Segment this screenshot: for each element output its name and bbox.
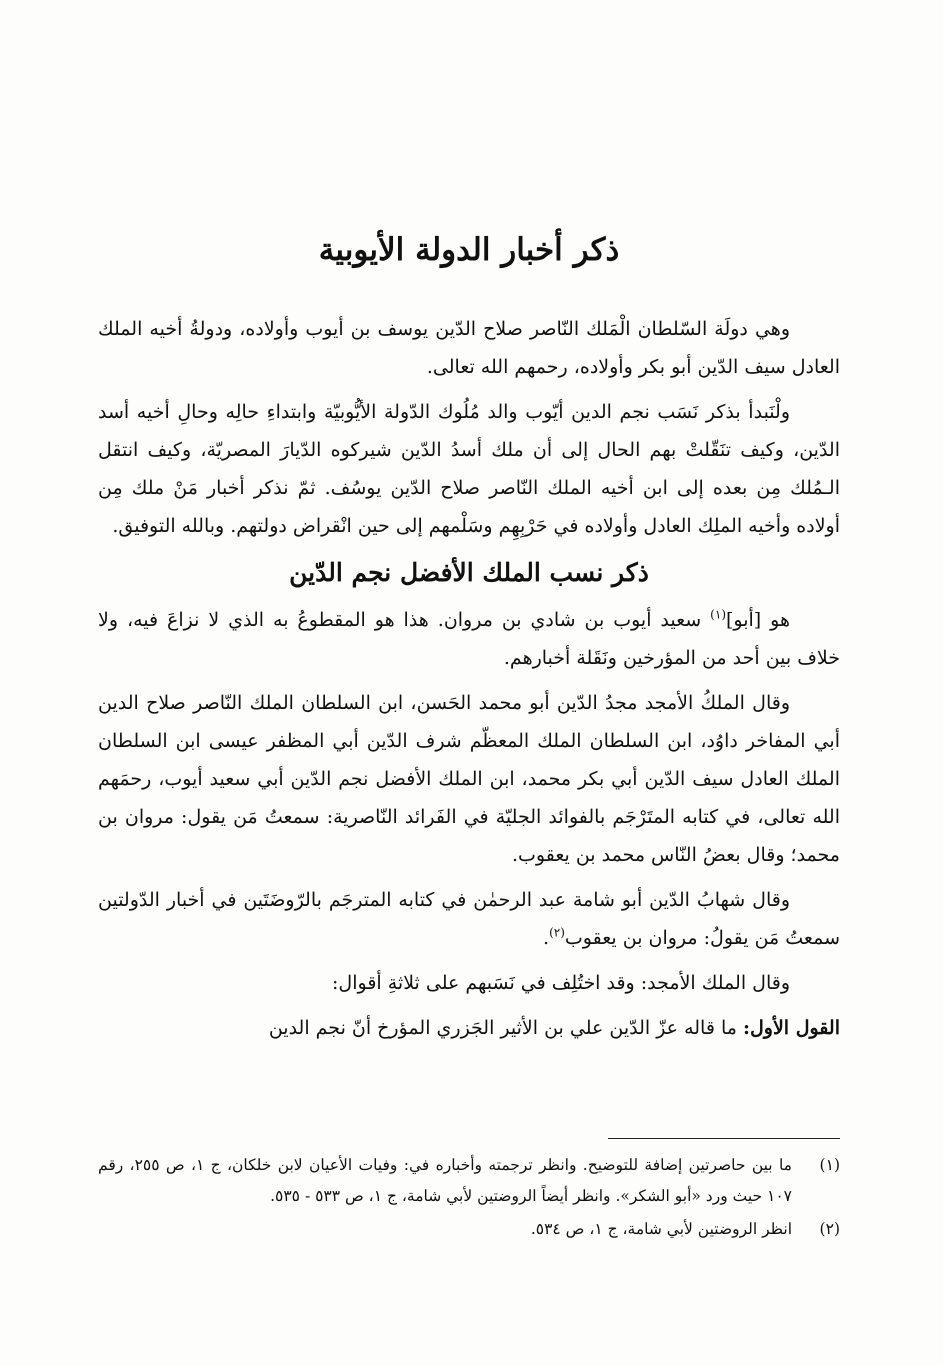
main-text: [98, 228, 840, 1054]
footnote-text: انظر الروضتين لأبي شامة، ج ١، ص ٥٣٤.: [530, 1220, 792, 1238]
three-opinions-paragraph: وقال الملك الأمجد: وقد اختُلِف في نَسَبهم على ثلاثةِ أقوال:: [332, 972, 790, 994]
footnotes: [98, 1150, 840, 1247]
section-title: ذكر نسب الملك الأفضل نجم الدّين: [289, 558, 649, 587]
footnote-number: (٢): [819, 1220, 840, 1238]
footnote-ref-2[interactable]: (٢): [549, 925, 565, 940]
footnote-1: [98, 1150, 840, 1212]
footnote-divider: [608, 1138, 840, 1139]
amjad-paragraph: وقال الملكُ الأمجد مجدُ الدّين أبو محمد الحَسن، ابن السلطان الملك النّاصر صلاح الدين أبي المفاخر داوُد، ابن السلطان الملك المعظّم شرف الدّين أبي المظفر عيسى ابن السلطان الملك العادل سيف الدّين أبي بكر محمد، ابن الملك الأفضل نجم الدّين أبي سعيد أيوب، رحمَهم الله تعالى، في كتابه المتَرْجَم بالفوائد الجليّة في الفَرائد النّاصرية: سمعتُ مَن يقول: مروان بن محمد؛ وقال بعضُ النّاس محمد بن يعقوب.: [98, 692, 840, 866]
footnote-text: ما بين حاصرتين إضافة للتوضيح. وانظر ترجمته وأخباره في: وفيات الأعيان لابن خلكان، ج ١، ص ٢٥٥، رقم ١٠٧ حيث ورد «أبو الشكر». وانظر أيضاً الروضتين لأبي شامة، ج ١، ص ٥٣٣ - ٥٣٥.: [98, 1156, 792, 1205]
page-title: ذكر أخبار الدولة الأيوبية: [318, 232, 620, 268]
lineage-paragraph: هو [أبو]$^{(١)}$ سعيد أيوب بن شادي بن مروان. هذا هو المقطوعُ به الذي لا نزاعَ فيه، ولا خلاف بين أحد من المؤرخين ونَقَلة أخبارهم.: [98, 607, 840, 669]
first-opinion-paragraph: القول الأول: ما قاله عزّ الدّين علي بن الأثير الجَزري المؤرخ أنّ نجم الدين: [268, 1017, 840, 1039]
intro-paragraph-1: وهي دولَة السّلطان الْمَلك النّاصر صلاح الدّين يوسف بن أيوب وأولاده، ودولةُ أخيه الملك العادل سيف الدّين أبو بكر وأولاده، رحمهم الله تعالى.: [98, 318, 840, 378]
first-opinion-label: القول الأول:: [742, 1017, 840, 1039]
footnote-ref-1[interactable]: (١): [710, 607, 726, 622]
intro-paragraph-2: ولْنَبدأ بذكر نَسَب نجم الدين أيّوب والد مُلُوك الدّولة الأيُّوبيّة وابتداءِ حالِه وحالِ أخيه أسد الدّين، وكيف تنَقّلتْ بهم الحال إلى أن ملك أسدُ الدّين شيركوه الدّيارَ المصريّة، وكيف انتقل الـمُلك مِن بعده إلى ابن أخيه الملك النّاصر صلاح الدّين يوسُف. ثمّ نذكر أخبار مَنْ ملك مِن أولاده وأخيه الملِك العادل وأولاده في حَرْبِهِم وسَلْمهم إلى حين انْقراض دولتهم. وبالله التوفيق.: [98, 401, 840, 537]
footnote-number: (١): [819, 1156, 840, 1174]
footnote-2: [98, 1214, 840, 1245]
abu-shama-paragraph: وقال شهابُ الدّين أبو شامة عبد الرحمٰن في كتابه المترجَم بالرّوضَتَين في أخبار الدّولتين سمعتُ مَن يقولُ: مروان بن يعقوب$^{(٢)}$.: [98, 889, 840, 949]
